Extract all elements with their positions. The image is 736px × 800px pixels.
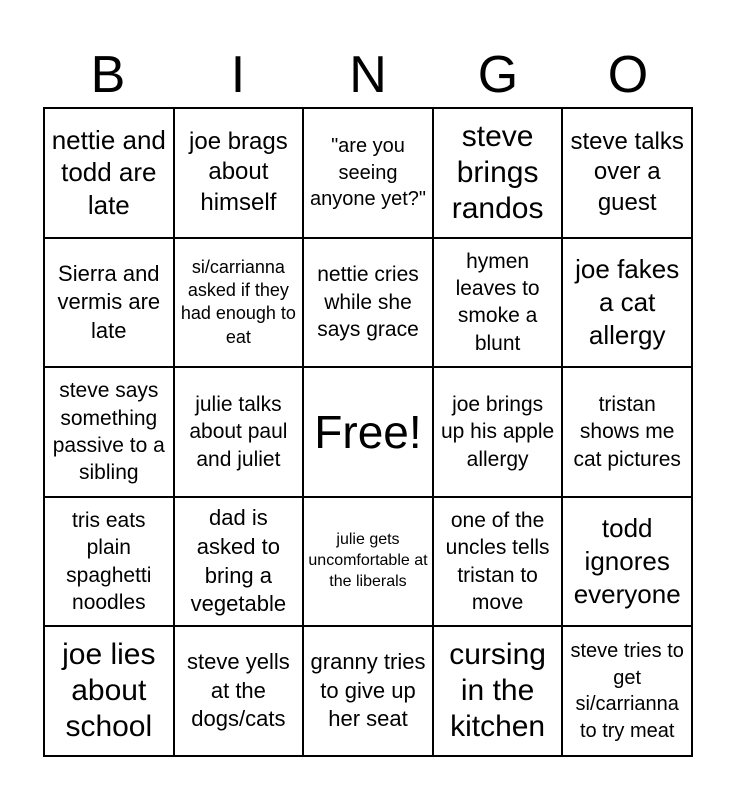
cell-text: tristan shows me cat pictures bbox=[573, 393, 681, 471]
header-letter-b: B bbox=[90, 46, 126, 104]
cell-text: joe brings up his apple allergy bbox=[440, 393, 555, 471]
bingo-cell[interactable] bbox=[174, 497, 304, 627]
bingo-cell[interactable] bbox=[433, 626, 563, 756]
bingo-cell[interactable] bbox=[44, 497, 174, 627]
bingo-cell[interactable] bbox=[562, 367, 692, 497]
bingo-cell[interactable] bbox=[562, 238, 692, 368]
bingo-cell[interactable] bbox=[433, 367, 563, 497]
cell-text: steve talks over a guest bbox=[570, 127, 684, 217]
header-letter-g: G bbox=[477, 46, 519, 104]
cell-text: joe fakes a cat allergy bbox=[575, 254, 680, 350]
cell-text: steve brings randos bbox=[451, 119, 544, 225]
header-letter-o: O bbox=[607, 46, 649, 104]
cell-text: steve yells at the dogs/cats bbox=[187, 649, 290, 732]
cell-text: steve says something passive to a sibling bbox=[52, 379, 165, 485]
bingo-cell[interactable] bbox=[44, 367, 174, 497]
bingo-cell[interactable] bbox=[174, 367, 304, 497]
bingo-cell[interactable] bbox=[562, 108, 692, 238]
bingo-cell[interactable] bbox=[303, 238, 433, 368]
cell-text: joe brags about himself bbox=[189, 127, 288, 217]
cell-text: tris eats plain spaghetti noodles bbox=[66, 509, 152, 614]
bingo-cell[interactable] bbox=[433, 108, 563, 238]
cell-text: one of the uncles tells tristan to move bbox=[445, 509, 550, 614]
bingo-cell[interactable] bbox=[433, 497, 563, 627]
cell-text: granny tries to give up her seat bbox=[310, 649, 426, 732]
bingo-cell[interactable] bbox=[303, 108, 433, 238]
bingo-cell[interactable] bbox=[174, 108, 304, 238]
bingo-header bbox=[43, 44, 693, 106]
cell-text: dad is asked to bring a vegetable bbox=[190, 505, 287, 617]
bingo-card bbox=[43, 107, 693, 757]
cell-text: si/carrianna asked if they had enough to eat bbox=[180, 256, 296, 347]
cell-text: "are you seeing anyone yet?" bbox=[309, 135, 427, 210]
bingo-cell[interactable] bbox=[174, 626, 304, 756]
header-letter-i: I bbox=[230, 46, 246, 104]
cell-text: nettie cries while she says grace bbox=[317, 263, 419, 342]
cell-text: nettie and todd are late bbox=[51, 124, 166, 221]
bingo-cell[interactable] bbox=[562, 626, 692, 756]
bingo-cell-free[interactable] bbox=[303, 367, 433, 497]
bingo-cell[interactable] bbox=[433, 238, 563, 368]
free-space-text: Free! bbox=[314, 405, 422, 458]
cell-text: cursing in the kitchen bbox=[449, 638, 546, 744]
bingo-cell[interactable] bbox=[303, 497, 433, 627]
bingo-cell[interactable] bbox=[562, 497, 692, 627]
bingo-cell[interactable] bbox=[44, 626, 174, 756]
cell-text: joe lies about school bbox=[62, 638, 156, 744]
cell-text: hymen leaves to smoke a blunt bbox=[455, 249, 540, 355]
bingo-cell[interactable] bbox=[174, 238, 304, 368]
bingo-cell[interactable] bbox=[44, 108, 174, 238]
cell-text: julie gets uncomfortable at the liberals bbox=[308, 531, 428, 590]
cell-text: steve tries to get si/carrianna to try meat bbox=[570, 640, 684, 742]
cell-text: todd ignores everyone bbox=[573, 513, 681, 609]
bingo-cell[interactable] bbox=[44, 238, 174, 368]
bingo-cell[interactable] bbox=[303, 626, 433, 756]
cell-text: Sierra and vermis are late bbox=[57, 260, 161, 343]
cell-text: julie talks about paul and juliet bbox=[189, 393, 288, 471]
header-letter-n: N bbox=[349, 46, 387, 104]
